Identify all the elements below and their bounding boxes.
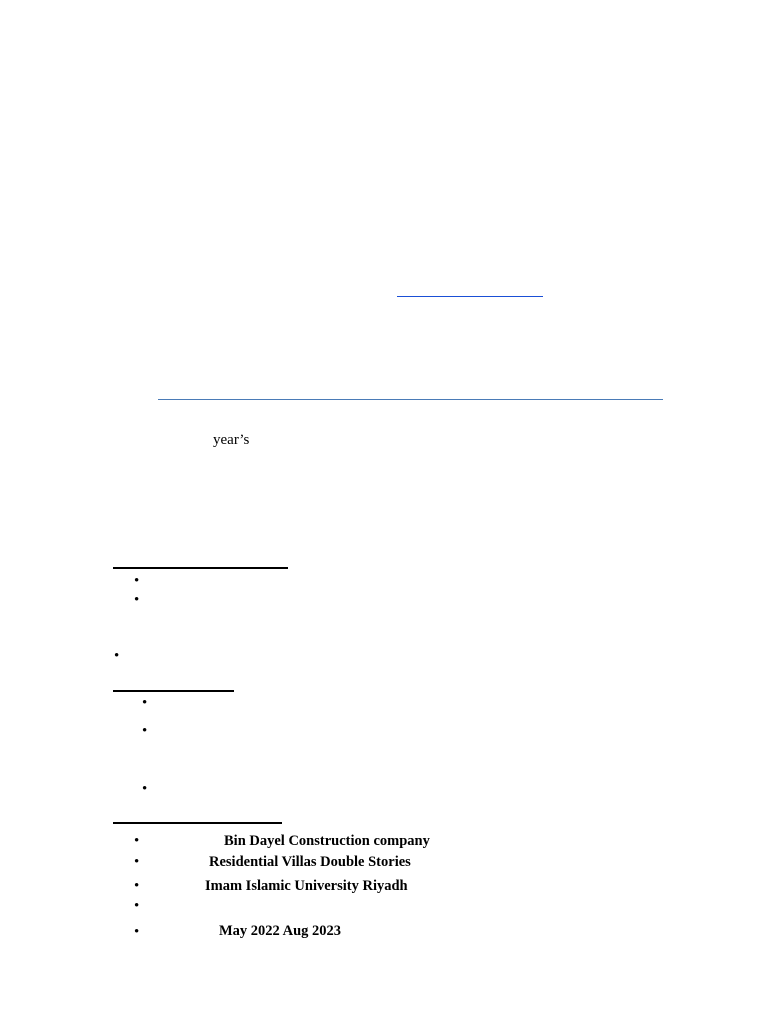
- horizontal-divider: [158, 399, 663, 400]
- list-item-bullet: •: [134, 898, 140, 914]
- list-item-bullet: •: [134, 854, 140, 870]
- email-link[interactable]: [397, 284, 543, 297]
- list-item-bullet: •: [142, 781, 148, 797]
- experience-years-text: year’s: [213, 432, 250, 448]
- section-heading-underline-3: [113, 822, 282, 824]
- list-item-bullet: •: [134, 924, 140, 940]
- section-heading-underline-2: [113, 690, 234, 692]
- list-item-bullet: •: [134, 592, 140, 608]
- list-item-bullet: •: [142, 695, 148, 711]
- list-item-bullet: •: [134, 573, 140, 589]
- experience-location: Imam Islamic University Riyadh: [205, 878, 408, 894]
- list-item-bullet: •: [134, 833, 140, 849]
- experience-project: Residential Villas Double Stories: [209, 854, 411, 870]
- list-item-bullet: •: [134, 878, 140, 894]
- experience-company: Bin Dayel Construction company: [224, 833, 430, 849]
- section-heading-underline-1: [113, 567, 288, 569]
- list-item-bullet: •: [114, 648, 120, 664]
- list-item-bullet: •: [142, 723, 148, 739]
- experience-dates: May 2022 Aug 2023: [219, 923, 342, 939]
